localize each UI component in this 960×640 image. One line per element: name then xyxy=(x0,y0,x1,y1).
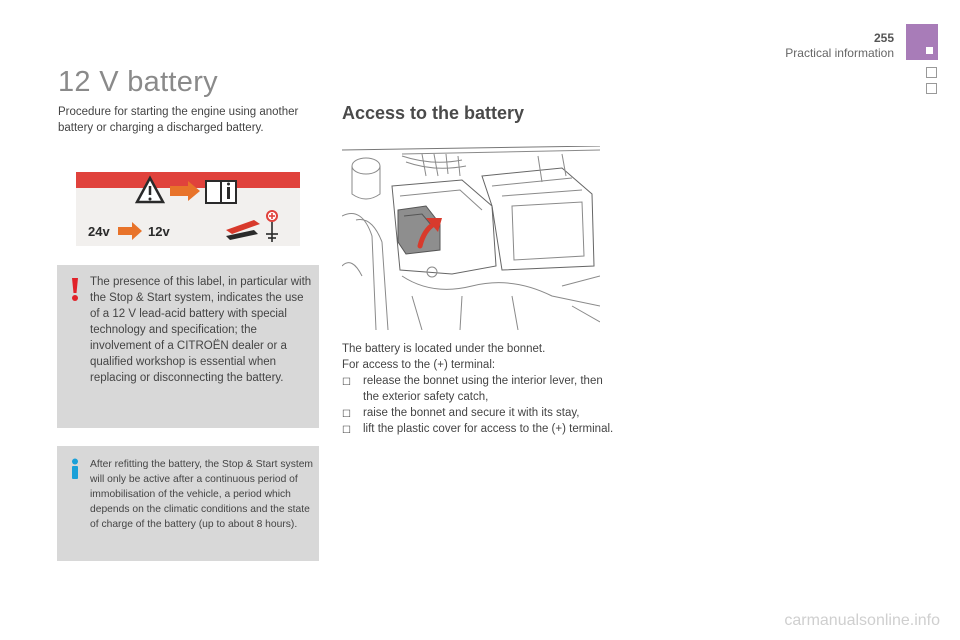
access-heading: Access to the battery xyxy=(342,103,525,123)
list-item xyxy=(342,405,614,421)
chapter-tab-box xyxy=(926,83,937,94)
warning-box xyxy=(57,265,319,428)
access-steps-list xyxy=(342,373,614,437)
battery-warning-label-image xyxy=(76,172,300,246)
battery-location-sentence: The battery is located under the bonnet. xyxy=(342,343,546,355)
list-item xyxy=(342,373,614,405)
chapter-tab-box xyxy=(926,67,937,78)
checkbox-icon: ☐ xyxy=(342,409,351,420)
page-number: 255 xyxy=(873,31,894,45)
chapter-tab xyxy=(906,24,938,60)
section-title: Practical information xyxy=(785,46,894,60)
step-text: raise the bonnet and secure it with its stay, xyxy=(363,407,580,419)
step-text: lift the plastic cover for access to the (+) terminal. xyxy=(363,423,614,435)
info-box xyxy=(57,446,319,561)
label-24v-text: 24v xyxy=(88,224,110,239)
checkbox-icon: ☐ xyxy=(342,377,351,388)
access-steps-intro: For access to the (+) terminal: xyxy=(342,359,496,371)
exclamation-icon xyxy=(66,278,84,307)
label-12v-text: 12v xyxy=(148,224,170,239)
battery-location-text xyxy=(342,341,612,373)
warning-text: The presence of this label, in particular with the Stop & Start system, indicates the use of a 12 V lead-acid battery with special technology and specification; the involvement of a CITROËN dealer or a qualified workshop is essential when replacing or disconnecting the battery. xyxy=(90,276,312,384)
list-item xyxy=(342,421,614,437)
engine-bay-illustration xyxy=(342,146,600,330)
info-icon xyxy=(66,458,84,485)
chapter-tab-marker xyxy=(926,47,933,54)
intro-text: Procedure for starting the engine using another battery or charging a discharged battery. xyxy=(58,106,299,134)
step-text: release the bonnet using the interior lever, then the exterior safety catch, xyxy=(363,375,603,403)
checkbox-icon: ☐ xyxy=(342,425,351,436)
footer-watermark: carmanualsonline.info xyxy=(784,612,940,629)
info-text: After refitting the battery, the Stop & Start system will only be active after a continuous period of immobilisation of the vehicle, a period which depends on the climatic conditions and the state of charge of the battery (up to about 8 hours). xyxy=(90,459,314,530)
page-title: 12 V battery xyxy=(58,66,218,98)
